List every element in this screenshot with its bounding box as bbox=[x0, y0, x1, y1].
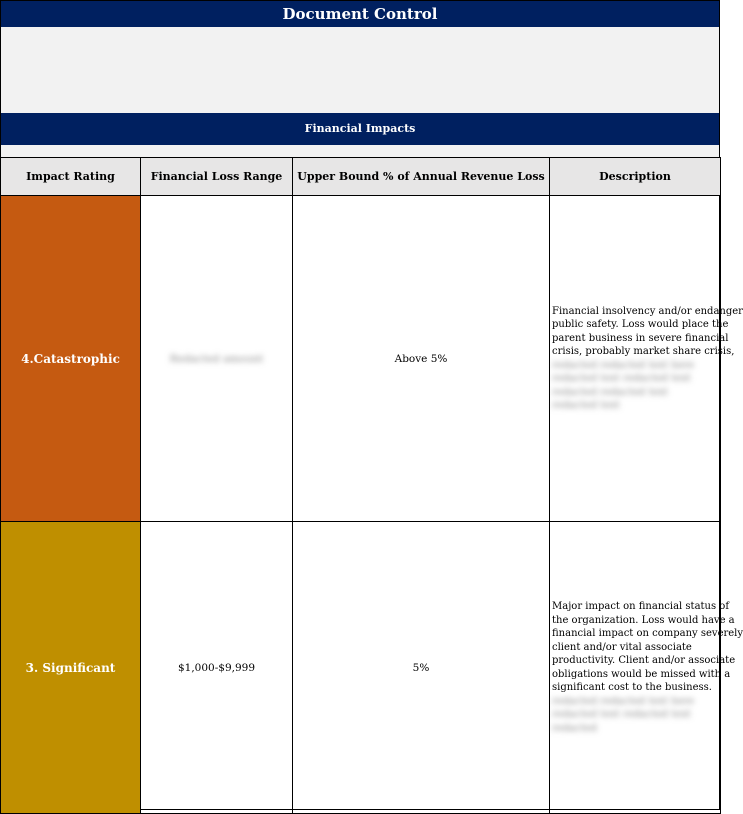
redacted-line: redacted redacted text here bbox=[552, 359, 695, 371]
description-cell bbox=[550, 196, 743, 522]
column-header-upper-bound: Upper Bound % of Annual Revenue Loss bbox=[293, 158, 550, 196]
description-line: significant cost to the business. bbox=[552, 682, 712, 693]
redacted-line: redacted redacted text here bbox=[552, 695, 695, 707]
description-line: the organization. Loss would have a bbox=[552, 614, 735, 626]
impact-rating-cell: 3. Significant bbox=[1, 522, 141, 814]
description-line: productivity. Client and/or associate bbox=[552, 655, 736, 666]
redacted-line: redacted text redacted text bbox=[552, 709, 691, 720]
description-line: client and/or vital associate bbox=[552, 641, 692, 653]
section-title: Financial Impacts bbox=[1, 113, 719, 145]
redacted-line: redacted redacted text bbox=[552, 386, 668, 398]
table-header-row bbox=[1, 158, 721, 196]
column-header-impact-rating: Impact Rating bbox=[1, 158, 141, 196]
financial-loss-range-cell: $1,000-$9,999 bbox=[141, 522, 293, 814]
column-header-financial-loss-range: Financial Loss Range bbox=[141, 158, 293, 196]
description-line: public safety. Loss would place the bbox=[552, 319, 729, 330]
upper-bound-cell: 5% bbox=[293, 522, 550, 814]
description-line: Financial insolvency and/or endanger bbox=[552, 305, 743, 317]
document-control-area bbox=[1, 27, 719, 113]
document-title: Document Control bbox=[1, 1, 719, 27]
description-line: financial impact on company severely bbox=[552, 628, 743, 639]
redacted-description bbox=[552, 695, 718, 736]
upper-bound-cell: Above 5% bbox=[293, 196, 550, 522]
redacted-line: redacted text redacted text bbox=[552, 373, 691, 384]
description-line: parent business in severe financial bbox=[552, 332, 729, 344]
description-line: Major impact on financial status of bbox=[552, 601, 730, 612]
impact-rating-cell: 4.Catastrophic bbox=[1, 196, 141, 522]
table-row bbox=[1, 522, 721, 814]
redacted-loss-range: Redacted amount bbox=[169, 352, 264, 365]
financial-impacts-table bbox=[0, 157, 743, 814]
table-row bbox=[1, 196, 721, 522]
redacted-line: redacted bbox=[552, 722, 597, 734]
financial-loss-range-cell bbox=[141, 196, 293, 522]
description-line: obligations would be missed with a bbox=[552, 668, 731, 680]
redacted-description bbox=[552, 359, 718, 413]
description-line: crisis, probably market share crisis, bbox=[552, 346, 735, 357]
column-header-description: Description bbox=[550, 158, 721, 196]
description-cell bbox=[550, 522, 743, 814]
section-gap bbox=[1, 145, 719, 157]
redacted-line: redacted text bbox=[552, 400, 620, 411]
